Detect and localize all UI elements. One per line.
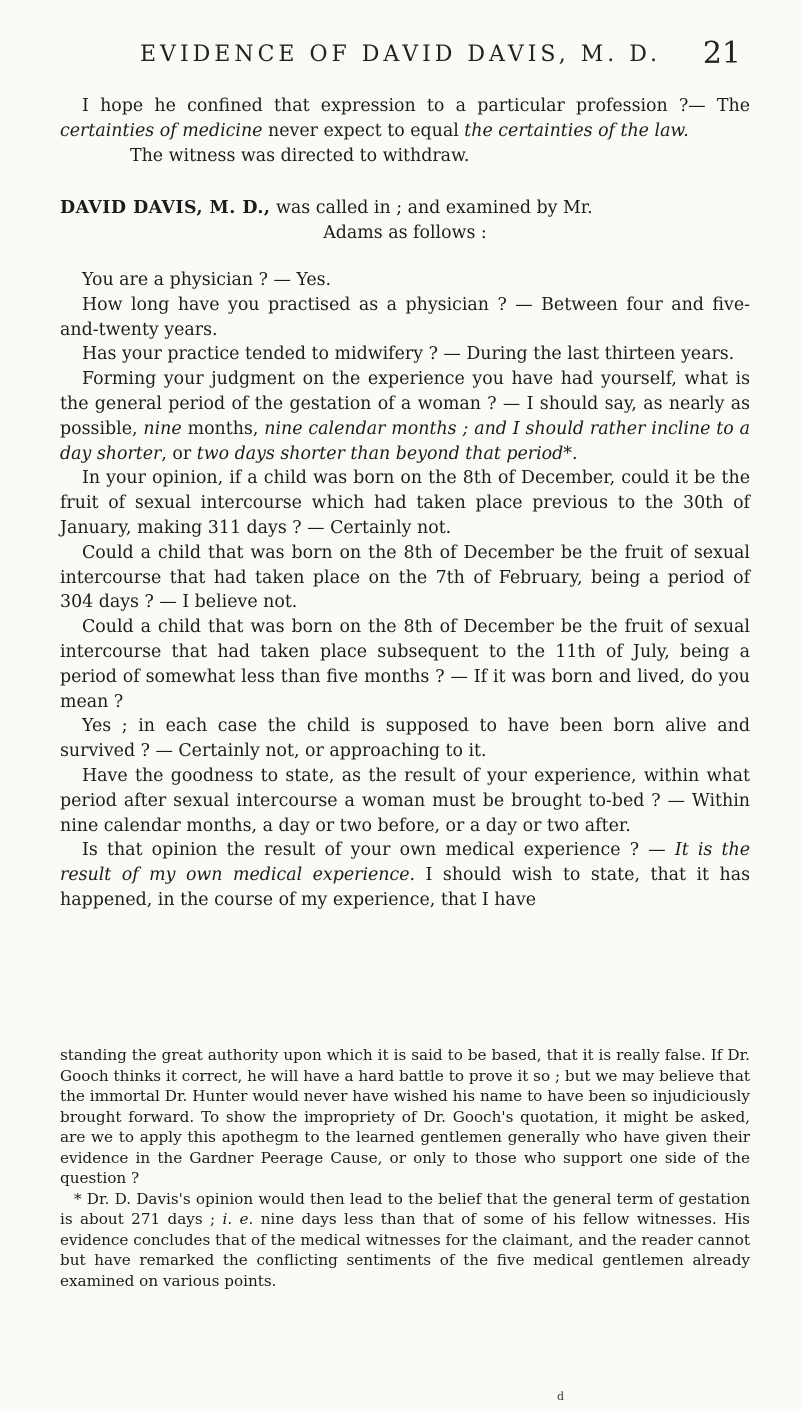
- qa-4: [60, 367, 750, 466]
- qa-6: Could a child that was born on the 8th of December be the fruit of sexual intercourse that had taken place on the 7th of February, being a period of 304 days ? — I believe not.: [60, 542, 750, 613]
- footnote-star-post: nine days less than that of some of his fellow witnesses. His evidence concludes that of the medical witnesses for the claimant, and the reader cannot but have remarked the conflicting sentiments of the five medical gentlemen already examined on various points.: [60, 1210, 750, 1290]
- qa-4-italic-3: two days shorter than beyond that period*.: [196, 443, 578, 464]
- footnote-star-pre: * Dr. D. Davis's opinion would then lead to the belief that the general term of gestation is about 271 days ;: [60, 1189, 750, 1228]
- qa-4-italic-1: nine: [143, 418, 182, 439]
- qa-1: You are a physician ? — Yes.: [82, 269, 332, 290]
- footnote-continued: standing the great authority upon which it is said to be based, that it is really false. If Dr. Gooch thinks it correct, he will have a hard battle to prove it so ; but we may believe that the immortal Dr. Hunter would never have wished his name to have been so injudiciously brought forward. To show the impropriety of Dr. Gooch's quotation, it might be asked, are we to apply this apothegm to the learned gentlemen generally who have given their evidence in the Gardner Peerage Cause, or only to those who support one side of the question ?: [60, 1046, 750, 1187]
- qa-4-mid: months,: [181, 418, 265, 439]
- intro-paragraph: [60, 94, 750, 144]
- witness-name: DAVID DAVIS, M. D.,: [60, 198, 271, 219]
- witness-heading: [60, 196, 750, 246]
- witness-intro-2: Adams as follows :: [323, 223, 487, 244]
- qa-7: Could a child that was born on the 8th of December be the fruit of sexual intercourse that had taken place subsequent to the 11th of July, being a period of somewhat less than five months ? — If it was born and lived, do you mean ?: [60, 617, 750, 712]
- qa-10-post: I should wish to state, that it has happened, in the course of my experience, that I have: [60, 865, 751, 910]
- footnotes: [60, 1045, 750, 1291]
- withdraw-note: The witness was directed to withdraw.: [130, 145, 470, 166]
- intro-question: I hope he confined that expression to a particular profession ?—: [82, 96, 706, 116]
- qa-9: Have the goodness to state, as the result of your experience, within what period after sexual intercourse a woman must be brought to-bed ? — Within nine calendar months, a day or two before, or a day or two after.: [60, 765, 750, 836]
- qa-3: Has your practice tended to midwifery ? — During the last thirteen years.: [82, 344, 735, 365]
- qa-4-mid2: , or: [161, 443, 197, 464]
- qa-4-pre: Forming your judgment on the experience you have had yourself, what is the general period of the gestation of a woman ? — I should say, as nearly as possible,: [60, 369, 750, 439]
- witness-intro-1: was called in ; and examined by Mr.: [270, 198, 593, 219]
- main-text: [60, 94, 750, 913]
- footnote-star-italic: i. e.: [222, 1210, 254, 1228]
- signature-mark: d: [557, 1390, 565, 1403]
- running-head: EVIDENCE OF DAVID DAVIS, M. D.: [140, 42, 662, 67]
- qa-10: [60, 838, 750, 912]
- qa-4-italic-2: nine calendar months ; and I should rather incline to a day shorter: [60, 418, 751, 464]
- page-number: 21: [702, 36, 741, 71]
- qa-2: How long have you practised as a physician ? — Between four and five-and-twenty years.: [60, 294, 750, 340]
- intro-answer-pre: The: [716, 96, 750, 116]
- footnote-star: [60, 1189, 750, 1292]
- qa-8: Yes ; in each case the child is supposed to have been born alive and survived ? — Certainly not, or approaching to it.: [60, 716, 750, 762]
- page-header: [0, 36, 801, 76]
- qa-10-italic: It is the result of my own medical experience.: [60, 840, 750, 886]
- intro-answer-mid: never expect to equal: [262, 120, 465, 141]
- qa-10-pre: Is that opinion the result of your own medical experience ? —: [82, 840, 675, 861]
- intro-answer-italic-2: the certainties of the law.: [464, 120, 689, 141]
- intro-answer-italic-1: certainties of medicine: [60, 120, 263, 141]
- qa-5: In your opinion, if a child was born on the 8th of December, could it be the fruit of sexual intercourse which had taken place previous to the 30th of January, making 311 days ? — Certainly not.: [60, 468, 750, 538]
